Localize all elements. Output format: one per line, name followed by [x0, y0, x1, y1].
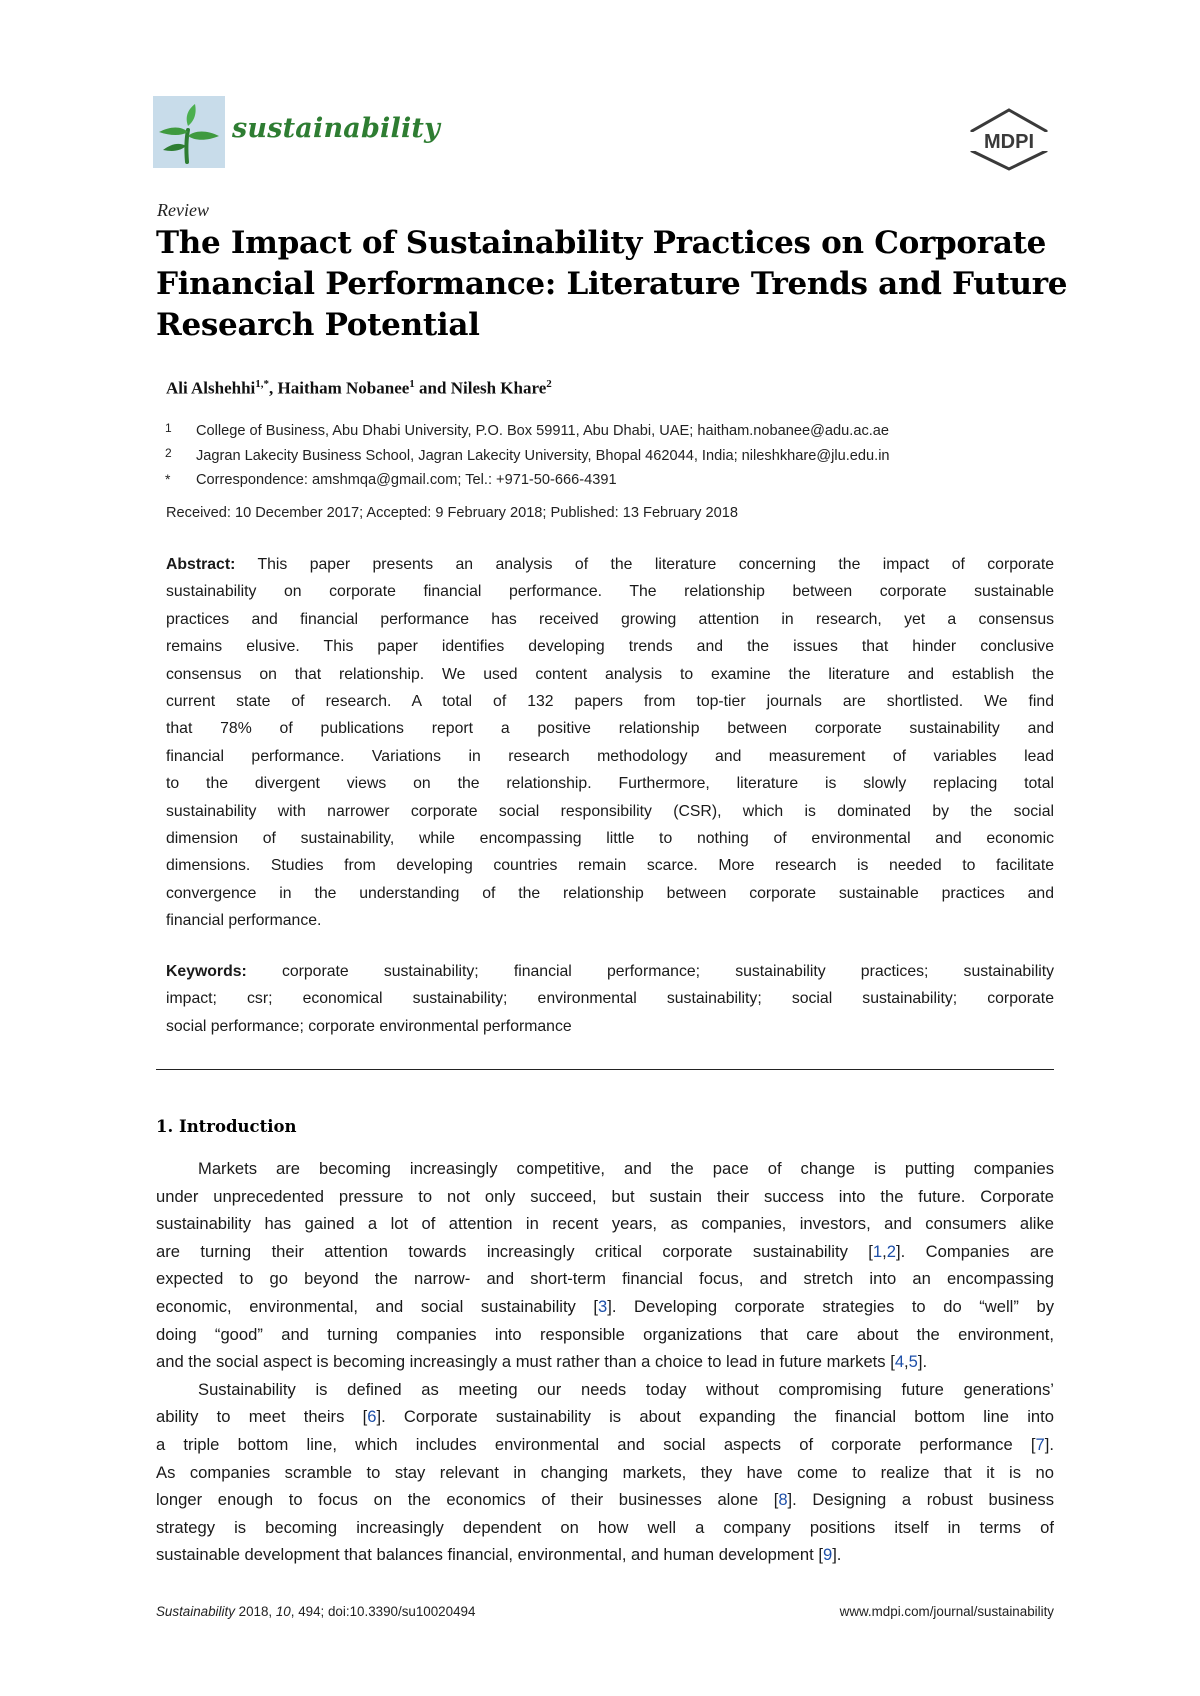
- keywords-text: corporate sustainability; financial performance; sustainability practices; sustainability: [281, 963, 1054, 980]
- abstract-line: [166, 798, 1054, 825]
- abstract-text: This paper presents an analysis of the literature concerning the impact of corporate: [257, 556, 1054, 573]
- citation-link[interactable]: 1: [872, 1241, 883, 1261]
- paragraph-line: [156, 1376, 1054, 1404]
- affiliation: [165, 446, 890, 464]
- publication-dates: Received: 10 December 2017; Accepted: 9 February 2018; Published: 13 February 2018: [166, 505, 738, 521]
- keywords-label: Keywords:: [166, 963, 247, 980]
- article-type: Review: [157, 200, 209, 220]
- author-list: [166, 378, 552, 399]
- footer-volume: 10: [275, 1604, 291, 1619]
- svg-text:MDPI: MDPI: [984, 131, 1034, 153]
- paragraph-line: [156, 1459, 1054, 1487]
- abstract-line: [166, 578, 1054, 605]
- abstract-line: [166, 880, 1054, 907]
- paragraph-text: expected to go beyond the narrow- and short-term financial focus, and stretch into an encompassing: [156, 1269, 1054, 1289]
- footer-year: 2018,: [234, 1604, 276, 1619]
- abstract-text: that 78% of publications report a positive relationship between corporate sustainability and: [166, 720, 1054, 738]
- paragraph-text: are turning their attention towards increasingly critical corporate sustainability [: [156, 1241, 873, 1261]
- affiliation-text: College of Business, Abu Dhabi University, P.O. Box 59911, Abu Dhabi, UAE; haitham.nobanee@adu.ac.ae: [196, 423, 890, 439]
- title-line: Research Potential: [156, 307, 480, 343]
- citation-link[interactable]: 8: [778, 1490, 788, 1510]
- keywords-text: impact; csr; economical sustainability; environmental sustainability; social sustainability; corporate: [166, 990, 1054, 1008]
- author-separator: ,: [269, 378, 278, 398]
- introduction-body: [156, 1155, 1054, 1569]
- abstract-line: [166, 661, 1054, 688]
- paper-title: [156, 223, 1068, 346]
- correspondence: [165, 471, 617, 488]
- title-line: The Impact of Sustainability Practices on Corporate: [156, 225, 1047, 261]
- abstract-text: financial performance. Variations in research methodology and measurement of variables lead: [166, 747, 1054, 765]
- citation-link[interactable]: 3: [598, 1296, 608, 1316]
- paragraph-text: under unprecedented pressure to not only succeed, but sustain their success into the future. Corporate: [156, 1186, 1054, 1206]
- keywords-text: social performance; corporate environmental performance: [166, 1017, 572, 1035]
- abstract-text: remains elusive. This paper identifies developing trends and the issues that hinder conclusive: [166, 638, 1054, 656]
- section-divider: [156, 1069, 1054, 1070]
- citation-link[interactable]: 2: [886, 1241, 897, 1261]
- title-line: Financial Performance: Literature Trends and Future: [156, 266, 1068, 302]
- abstract-line: [166, 633, 1054, 660]
- paragraph-text: strategy is becoming increasingly dependent on how well a company positions itself in terms of: [156, 1517, 1054, 1537]
- paragraph-line: [156, 1321, 1054, 1349]
- paragraph-text: Markets are becoming increasingly competitive, and the pace of change is putting companies: [198, 1159, 1054, 1178]
- author-name: Ali Alshehhi: [166, 378, 256, 398]
- abstract-text: practices and financial performance has received growing attention in research, yet a consensus: [166, 610, 1054, 628]
- correspondence-text: Correspondence: amshmqa@gmail.com; Tel.: +971-50-666-4391: [196, 472, 617, 488]
- journal-name: sustainability: [232, 113, 440, 144]
- abstract-line: [166, 770, 1054, 797]
- abstract-line: [166, 688, 1054, 715]
- affiliation-text: Jagran Lakecity Business School, Jagran Lakecity University, Bhopal 462044, India; nileshkhare@jlu.edu.in: [196, 448, 890, 464]
- paragraph-text: Sustainability is defined as meeting our needs today without compromising future generations’: [198, 1379, 1054, 1399]
- paragraph-text: ]. Companies are: [896, 1241, 1054, 1261]
- abstract-line: [166, 715, 1054, 742]
- journal-logo: [153, 96, 225, 168]
- affiliation: [165, 421, 889, 439]
- paragraph-text: ]. Developing corporate strategies to do “well” by: [607, 1296, 1054, 1316]
- paragraph-line: [156, 1238, 1054, 1266]
- paragraph-line: [156, 1514, 1054, 1542]
- mdpi-logo: [966, 107, 1052, 171]
- author-separator: and: [414, 378, 451, 398]
- paragraph-line: [156, 1403, 1054, 1431]
- abstract-line: [166, 606, 1054, 633]
- author-affil-mark: 2: [546, 378, 552, 390]
- paragraph-text: ability to meet theirs [: [156, 1407, 368, 1427]
- keywords: [166, 958, 1054, 1040]
- keywords-line: [166, 985, 1054, 1012]
- section-heading: 1. Introduction: [156, 1117, 297, 1136]
- abstract-text: dimension of sustainability, while encompassing little to nothing of environmental and economic: [166, 829, 1054, 847]
- paragraph-text: As companies scramble to stay relevant in changing markets, they have come to realize that it is no: [156, 1462, 1054, 1482]
- paragraph-line: [156, 1486, 1054, 1514]
- paragraph-text: longer enough to focus on the economics of their businesses alone [: [156, 1490, 779, 1510]
- keywords-line: [166, 1013, 1054, 1040]
- paragraph-line: [156, 1431, 1054, 1459]
- paragraph-line: [156, 1155, 1054, 1183]
- paragraph-text: and the social aspect is becoming increasingly a must rather than a choice to lead in future markets [: [156, 1352, 895, 1372]
- abstract-text: convergence in the understanding of the relationship between corporate sustainable practices and: [166, 884, 1054, 902]
- abstract-text: consensus on that relationship. We used content analysis to examine the literature and establish the: [166, 665, 1054, 683]
- abstract-line: [166, 907, 1054, 934]
- citation-link[interactable]: 5: [908, 1352, 918, 1372]
- plant-icon: [153, 96, 225, 168]
- paragraph-line: [156, 1183, 1054, 1211]
- abstract-text: to the divergent views on the relationship. Furthermore, literature is slowly replacing total: [166, 775, 1054, 793]
- paragraph-line: [156, 1265, 1054, 1293]
- footer-website: www.mdpi.com/journal/sustainability: [839, 1604, 1054, 1619]
- paragraph-line: [156, 1293, 1054, 1321]
- author-name: Haitham Nobanee: [277, 378, 410, 398]
- abstract: [166, 551, 1054, 934]
- footer-citation: [156, 1604, 475, 1619]
- citation-link[interactable]: 7: [1035, 1434, 1045, 1454]
- author-affil-mark: 1: [409, 378, 415, 390]
- abstract-text: current state of research. A total of 132 papers from top-tier journals are shortlisted. We find: [166, 692, 1054, 710]
- paragraph-text: sustainability has gained a lot of attention in recent years, as companies, investors, and consumers alike: [156, 1214, 1054, 1234]
- paragraph-line: [156, 1210, 1054, 1238]
- abstract-label: Abstract:: [166, 556, 236, 573]
- affiliation-mark: *: [165, 471, 171, 487]
- abstract-text: financial performance.: [166, 912, 322, 930]
- abstract-text: sustainability with narrower corporate social responsibility (CSR), which is dominated by the social: [166, 802, 1054, 820]
- paragraph-text: ].: [1044, 1434, 1054, 1454]
- author-name: Nilesh Khare: [450, 378, 547, 398]
- abstract-text: dimensions. Studies from developing countries remain scarce. More research is needed to facilitate: [166, 857, 1054, 875]
- citation-link[interactable]: 6: [367, 1407, 377, 1427]
- paragraph-text: ,: [882, 1241, 887, 1261]
- paragraph-text: ,: [904, 1352, 909, 1372]
- keywords-line: [166, 958, 1054, 985]
- paragraph-text: ]. Corporate sustainability is about expanding the financial bottom line into: [376, 1407, 1054, 1427]
- paragraph-text: doing “good” and turning companies into responsible organizations that care about the environment,: [156, 1324, 1054, 1344]
- paragraph-text: ]. Designing a robust business: [787, 1490, 1054, 1510]
- paragraph-line: [156, 1348, 1054, 1376]
- paragraph-text: a triple bottom line, which includes environmental and social aspects of corporate performance [: [156, 1434, 1036, 1454]
- paragraph-line: [156, 1541, 1054, 1569]
- affiliation-mark: 1: [165, 421, 172, 435]
- citation-link[interactable]: 9: [822, 1545, 833, 1565]
- paragraph-text: sustainable development that balances financial, environmental, and human development [: [156, 1545, 823, 1565]
- paragraph-text: economic, environmental, and social sustainability [: [156, 1296, 599, 1316]
- affiliation-mark: 2: [165, 446, 172, 460]
- footer-journal: Sustainability: [156, 1604, 235, 1619]
- abstract-line: [166, 551, 1054, 578]
- abstract-line: [166, 743, 1054, 770]
- abstract-line: [166, 852, 1054, 879]
- abstract-text: sustainability on corporate financial performance. The relationship between corporate sustainable: [166, 583, 1054, 601]
- citation-link[interactable]: 4: [894, 1352, 905, 1372]
- author-affil-mark: 1,*: [255, 378, 270, 390]
- abstract-line: [166, 825, 1054, 852]
- paragraph-text: ].: [917, 1352, 928, 1372]
- footer-doi: , 494; doi:10.3390/su10020494: [290, 1604, 476, 1619]
- paragraph-text: ].: [832, 1545, 842, 1565]
